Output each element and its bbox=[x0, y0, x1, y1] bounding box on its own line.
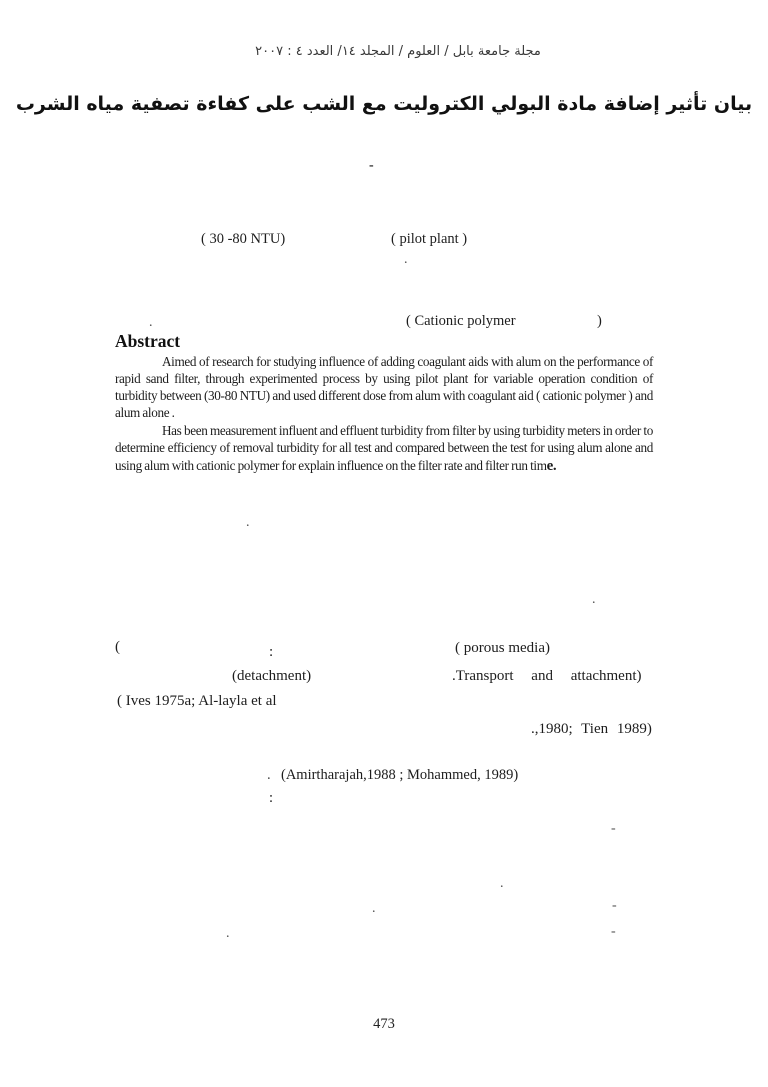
period-mark: . bbox=[267, 767, 271, 783]
cationic-polymer-text: ( Cationic polymer bbox=[406, 313, 516, 329]
transport-attachment-text: .Transport and attachment) bbox=[452, 668, 642, 684]
ives-reference-text: ( Ives 1975a; Al-layla et al bbox=[117, 693, 277, 709]
period-mark: . bbox=[246, 515, 250, 530]
list-dash: - bbox=[612, 898, 617, 913]
abstract-paragraph-2-text: Has been measurement influent and effluent turbidity from filter by using turbidity meters in order to determine efficiency of removal turbidity for all test and compared between the test for using alum alone and using alum with cationic polymer for explain influence on the filter rate and filter run tim bbox=[115, 423, 653, 473]
abstract-section bbox=[115, 331, 653, 475]
journal-header-line: مجلة جامعة بابل / العلوم / المجلد ١٤/ العدد ٤ : ٢٠٠٧ bbox=[255, 44, 541, 59]
paper-title-arabic: بيان تأثير إضافة مادة البولي الكتروليت مع الشب على كفاءة تصفية مياه الشرب bbox=[15, 93, 753, 115]
abstract-paragraph-1: Aimed of research for studying influence of adding coagulant aids with alum on the performance of rapid sand filter, through experimented process by using pilot plant for variable operation condition of turbidity between (30-80 NTU) and used different dose from alum with coagulant aid ( cationic polymer ) and alum alone . bbox=[115, 354, 653, 421]
detachment-text: (detachment) bbox=[232, 668, 312, 684]
porous-media-text: ( porous media) bbox=[455, 640, 550, 656]
cationic-polymer-close-paren: ) bbox=[597, 313, 602, 329]
tien-reference-text: .,1980; Tien 1989) bbox=[531, 721, 652, 737]
authors-dash: - bbox=[369, 158, 374, 173]
period-mark: . bbox=[226, 926, 230, 941]
colon-mark: : bbox=[269, 790, 274, 806]
pilot-plant-text: ( pilot plant ) bbox=[391, 231, 468, 247]
amirtharajah-reference-text: (Amirtharajah,1988 ; Mohammed, 1989) bbox=[281, 767, 519, 783]
ntu-range-text: ( 30 -80 NTU) bbox=[201, 231, 286, 247]
open-paren: ( bbox=[115, 639, 120, 655]
period-before-cationic: . bbox=[149, 315, 153, 330]
abstract-heading: Abstract bbox=[115, 331, 181, 351]
period-mark: . bbox=[372, 901, 376, 916]
abstract-paragraph-2 bbox=[115, 422, 653, 474]
list-dash: - bbox=[611, 924, 616, 939]
colon-mark: : bbox=[269, 644, 274, 660]
page-number: 473 bbox=[373, 1016, 395, 1032]
period-mark: . bbox=[500, 876, 504, 891]
period-after-pilot: . bbox=[404, 252, 408, 267]
list-dash: - bbox=[611, 821, 616, 836]
abstract-paragraph-2-bold-tail: e. bbox=[546, 457, 557, 474]
period-mark: . bbox=[592, 592, 596, 607]
